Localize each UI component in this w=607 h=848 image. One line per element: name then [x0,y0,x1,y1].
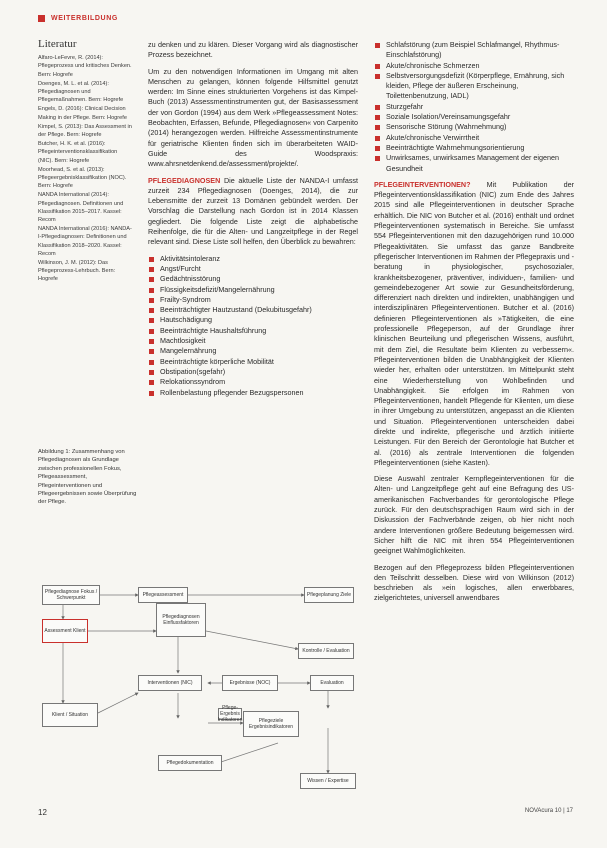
list-item: Sturzgefahr [374,102,574,112]
list-item: Aktivitätsintoleranz [148,254,358,264]
diagram-box-wissen: Wissen / Expertise [300,773,356,789]
literature-ref: Alfaro-LeFevre, R. (2014): Pflegeprozess und kritisches Denken. Bern: Hogrefe [38,55,132,78]
list-item: Flüssigkeitsdefizit/Mangelernährung [148,285,358,295]
journal-footer: NOVAcura 10 | 17 [524,808,573,814]
literature-ref: Engels, D. (2016): Clinical Decision Making in der Pflege. Bern: Hogrefe [38,106,127,121]
page-number: 12 [38,808,47,817]
list-item: Machtlosigkeit [148,336,358,346]
literature-ref: Kimpel, S. (2013): Das Assessment in der Pflege. Bern: Hogrefe [38,123,132,139]
literature-title: Literatur [38,38,77,50]
text-column-3 [374,40,574,610]
section-marker-icon [38,15,45,22]
diagram-box-klient: Assessment Klient [42,619,88,643]
paragraph [148,176,358,248]
list-item: Angst/Furcht [148,264,358,274]
diagram-box-kontrolle: Kontrolle / Evaluation [298,643,354,659]
diagram-box-planung: Pflegeplanung Ziele [304,587,354,603]
list-item: Obstipation(sgefahr) [148,367,358,377]
literature-ref: NANDA International (2016): NANDA-I-Pflegediagnosen: Definitionen und Klassifikation 2018–2020. Kassel: Recom [38,226,132,257]
list-item: Mangelernährung [148,346,358,356]
diagram-box-diagnosen: Pflegediagnosen Einflussfaktoren [156,603,206,637]
literature-ref: Moorhead, S. et al. (2013): Pflegeergebnisklassifikation (NOC). Bern: Hogrefe [38,166,127,190]
list-item: Beeinträchtigte Haushaltsführung [148,326,358,336]
diagram-box-dokumentation: Pflegedokumentation [158,755,222,771]
literature-ref: Butcher, H. K. et al. (2016): Pflegeinterventionsklassifikation (NIC). Bern: Hogrefe [38,141,118,164]
pflegeinterventionen-heading: PFLEGEINTERVENTIONEN? [374,179,471,189]
diagram-box-indikatoren: Pflege-Ergebnis Indikatoren [217,704,243,724]
list-item: Gedächtnisstörung [148,274,358,284]
paragraph: Um zu den notwendigen Informationen im Umgang mit alten Menschen zu gelangen, können folgende Hilfsmittel genutzt werden: Im Sinne eines strukturierten Vorgehens ist das Kimpel-Buch (2013) Assessmentinstrumenten gut, der Basisassessment der von Gordon (1994) aus dem Werk »Pflegeassessment Notes: Beobachten, Erfassen, Befunde, Pflegediagnosen« von Carpenito (2014) herangezogen werden. Hilfreiche Assessmentinstrumente für geriatrische Klienten finden sich im überarbeiteten WAID-Guide des Woodspraxis: www.ahrsnetdenkend.de/assessment/projekte/. [148,66,358,169]
list-item: Soziale Isolation/Vereinsamungsgefahr [374,112,574,122]
list-item: Schlafstörung (zum Beispiel Schlafmangel, Rhythmus-Einschlafstörung) [374,40,574,61]
list-item: Sensorische Störung (Wahrnehmung) [374,122,574,132]
paragraph [374,180,574,468]
literature-ref: Wilkinson, J. M. (2012): Das Pflegeprozess-Lehrbuch. Bern: Hogrefe [38,260,116,283]
list-item: Unwirksames, unwirksames Management der eigenen Gesundheit [374,153,574,174]
list-item: Beeinträchtigte körperliche Mobilität [148,357,358,367]
list-item: Beeinträchtigter Hautzustand (Dekubitusgefahr) [148,305,358,315]
section-header [38,15,118,22]
diagram-box-noc: Ergebnisse (NOC) [222,675,278,691]
list-item: Rollenbelastung pflegender Bezugspersonen [148,388,358,398]
list-item: Frailty-Syndrom [148,295,358,305]
list-item: Hautschädigung [148,315,358,325]
list-item: Selbstversorgungsdefizit (Körperpflege, Ernährung, sich kleiden, Pflege der äußeren Erscheinung, Toilettenbenutzung, IADL) [374,71,574,102]
list-item: Beeinträchtigte Wahrnehmungsorientierung [374,143,574,153]
diagram-box-ziele: Pflegeziele Ergebnisindikatoren [243,711,299,737]
literature-column [38,40,132,285]
figure-caption: Abbildung 1: Zusammenhang von Pflegediagnosen als Grundlage zwischen professionellen Fokus, Pflegeassessment, Pflegeinterventionen und Pflegeergebnissen sowie Überprüfung der Pflege. [38,449,137,506]
list-item: Akute/chronische Schmerzen [374,61,574,71]
text-column-2 [148,40,358,404]
paragraph: Bezogen auf den Pflegeprozess bilden Pflegeinterventionen den Teilschritt desselben. Diese wird von Wilkinson (2012) beschrieben als »ein logisches, allen erwerbbares, zielgerichtetes, universell anwendbares [374,562,574,603]
paragraph: zu denken und zu klären. Dieser Vorgang wird als diagnostischer Prozess bezeichnet. [148,40,358,60]
diagram-box-fokus: Pflegediagnose Fokus / Schwerpunkt [42,585,100,605]
literature-ref: Doenges, M. L. et al. (2014): Pflegediagnosen und Pflegemaßnahmen. Bern: Hogrefe [38,80,124,104]
paragraph-text: Die aktuelle Liste der NANDA-I umfasst zurzeit 234 Pflegediagnosen (Doenges, 2014), die zur Lebensmitte der zurzeit 13 Domänen gebündelt werden. Der Vorschlag die Darstellung nach Gordon ist in 2014 Klassen gegliedert. Die folgende Liste zeigt die alphabetische Reihenfolge, die für die Alten- und Langzeitpflege in der Regel relevant sind. Diese Liste soll helfen, den Überblick zu bewahren: [148,175,359,247]
process-diagram [38,583,360,803]
literature-ref: NANDA International (2014): Pflegediagnosen. Definitionen und Klassifikation 2015–2017. Kassel: Recom [38,192,124,224]
diagnosis-list [148,254,358,398]
paragraph-text: Mit Publikation der Pflegeinterventionsklassifikation (NIC) zum Ende des Jahres 2015 sind alle Pflegeinterventionen in deutscher Sprache erhältlich. Die NIC von Butcher et al. (2016) enthält und ordnet Pflegeinterventionen systematisch in Bereiche. Sie umfasst 554 Pflegeinterventionen mit den dazugehörigen rund 10.000 Pflegeaktivitäten. Sie umfasst das ganze Bandbreite pflegerischer Interventionen im Rahmen der Pflegepraxis und -beratung in physiologischer, psychosozialer, krankheitsbezogener, präventiver, individuen-, familien- und gemeindebezogener Art sowie zur Gesundheitsförderung, differenziert nach direkten und indirekten, unabhängigen und interdisziplinären Pflegeinterventionen. Butcher et al. (2016) definieren Pflegeinterventionen als »Tätigkeiten, die eine professionelle Pflegeperson, auf der Grundlage ihrer klinischen Beurteilung und pflegerischen Wissens, ausführt, mit dem Ziel, die Resultate beim Klienten zu verbessern«. Pflegeinterventionen bilden die Unabhängigkeit der Klienten wieder her, erhalten oder unterstützen. Im Mittelpunkt steht eine Wiederherstellung von Wohlbefinden und Unabhängigkeit. Sie erfolgen im Rahmen von Pflegeinterventionen, handelt Pflegende für Klienten, um diese in ihrer Umgebung zu unterstützen, angepasst an die Klienten und Situation. Pflegeinterventionen unterscheiden dabei direkte und indirekte, pflegerische und ärztlich initiierte Leistungen. Für den Bereich der Gerontologie hat Butcher et al. (2016) als zentrale Interventionen die folgenden Pflegeinterventionen (siehe Kasten). [374,179,575,467]
diagram-box-assessment: Pflegeassessment [138,587,188,603]
section-label: WEITERBILDUNG [51,15,118,22]
pflegediagnosen-heading: PFLEGEDIAGNOSEN [148,175,221,185]
paragraph: Diese Auswahl zentraler Kernpflegeinterventionen für die Alten- und Langzeitpflege geht auf eine Befragung des US-amerikanischen Fachverbandes für gerontologische Pflege zurück. Für den deutschsprachigen Raum wird sich in der Diskussion der Fachverbände zeigen, ob hier nicht noch andere Interventionen größere Bedeutung beigemessen wird. Sicher hilft die NIC mit ihren 554 Pflegeinterventionen geeignet Wahlmöglichkeiten. [374,474,574,556]
diagram-box-evaluation: Evaluation [310,675,354,691]
diagram-box-nic: Interventionen (NIC) [138,675,202,691]
diagram-box-situation: Klient / Situation [42,703,98,727]
list-item: Akute/chronische Verwirrtheit [374,133,574,143]
list-item: Relokationssyndrom [148,377,358,387]
diagnosis-list-continued [374,40,574,174]
